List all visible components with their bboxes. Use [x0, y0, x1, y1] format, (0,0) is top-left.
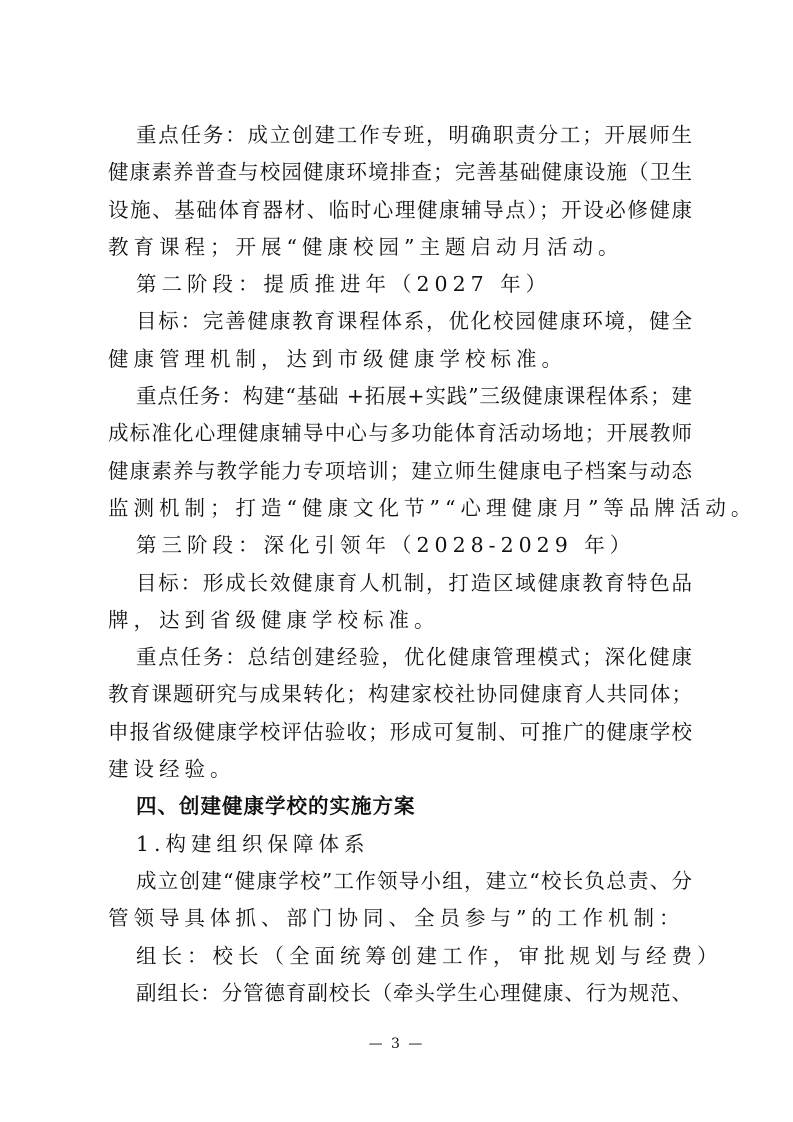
text-line: 设施、基础体育器材、临时心理健康辅导点）；开设必修健康 — [108, 197, 692, 222]
text-line: 重点任务：总结创建经验，优化健康管理模式；深化健康 — [136, 645, 692, 670]
text-line: 管领导具体抓、部门协同、全员参与”的工作机制： — [108, 906, 685, 931]
section-heading: 四、创建健康学校的实施方案 — [136, 794, 416, 819]
text-line: 健康管理机制，达到市级健康学校标准。 — [108, 346, 567, 371]
text-line: 教育课题研究与成果转化；构建家校社协同健康育人共同体； — [108, 682, 692, 707]
page-number: — 3 — — [368, 1036, 425, 1052]
text-line: 建设经验。 — [108, 757, 236, 782]
text-line: 副组长：分管德育副校长（牵头学生心理健康、行为规范、 — [136, 980, 692, 1005]
text-line: 重点任务：构建“基础 +拓展+实践”三级健康课程体系；建 — [136, 384, 692, 409]
text-line: 目标：完善健康教育课程体系，优化校园健康环境，健全 — [136, 309, 692, 334]
text-line: 监测机制；打造“健康文化节”“心理健康月”等品牌活动。 — [108, 495, 757, 520]
subsection-heading: 1.构建组织保障体系 — [136, 831, 370, 856]
text-line: 健康素养普查与校园健康环境排查；完善基础健康设施（卫生 — [108, 160, 692, 185]
text-line: 健康素养与教学能力专项培训；建立师生健康电子档案与动态 — [108, 458, 692, 483]
stage-heading: 第二阶段：提质推进年（2027 年） — [136, 272, 552, 297]
text-line: 组长：校长（全面统筹创建工作，审批规划与经费） — [136, 943, 723, 968]
text-line: 成标准化心理健康辅导中心与多功能体育活动场地；开展教师 — [108, 421, 692, 446]
document-body — [108, 117, 757, 1012]
text-line: 申报省级健康学校评估验收；形成可复制、可推广的健康学校 — [108, 719, 692, 744]
text-line: 成立创建“健康学校”工作领导小组，建立“校长负总责、分 — [136, 868, 692, 893]
text-line: 教育课程；开展“健康校园”主题启动月活动。 — [108, 234, 624, 259]
text-line: 牌，达到省级健康学校标准。 — [108, 607, 440, 632]
text-line: 目标：形成长效健康育人机制，打造区域健康教育特色品 — [136, 570, 692, 595]
stage-heading: 第三阶段：深化引领年（2028-2029 年） — [136, 533, 636, 558]
text-line: 重点任务：成立创建工作专班，明确职责分工；开展师生 — [136, 123, 692, 147]
